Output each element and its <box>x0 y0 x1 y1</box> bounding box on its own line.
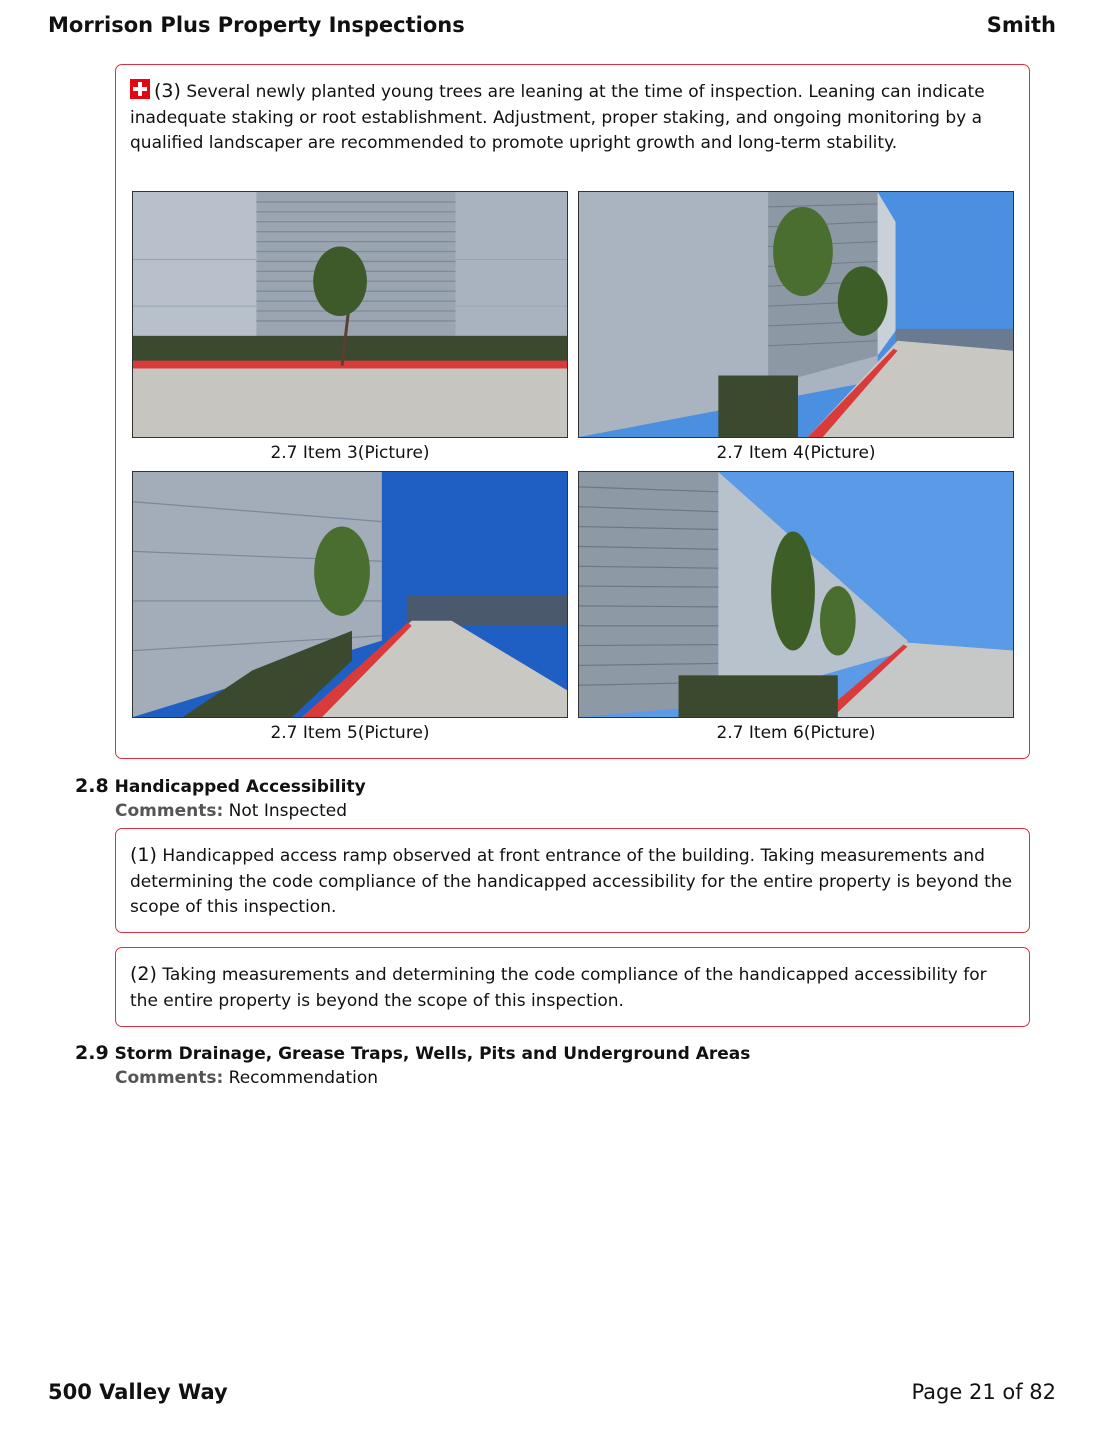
section-comments <box>115 801 347 821</box>
inspection-note-box <box>115 828 1030 933</box>
report-company-name: Morrison Plus Property Inspections <box>48 13 465 37</box>
comments-label: Comments: <box>115 1068 224 1088</box>
property-address: 500 Valley Way <box>48 1380 228 1404</box>
photo-caption: 2.7 Item 5(Picture) <box>270 723 430 743</box>
inspection-note-box <box>115 947 1030 1027</box>
note-number: (3) <box>154 80 181 102</box>
section-number: 2.9 <box>75 1042 109 1064</box>
inspection-photo[interactable] <box>132 191 568 438</box>
note-body: Handicapped access ramp observed at front entrance of the building. Taking measurements and determining the code compliance of the handicapped accessibility for the entire property is beyond the scope of this inspection. <box>130 846 1013 917</box>
note-number: (2) <box>130 963 157 985</box>
section-number: 2.8 <box>75 775 109 797</box>
inspection-photo[interactable] <box>132 471 568 718</box>
report-client-name: Smith <box>986 13 1056 37</box>
section-heading: Handicapped Accessibility <box>114 777 366 797</box>
inspection-photo[interactable] <box>578 471 1014 718</box>
comments-label: Comments: <box>115 801 224 821</box>
section-title <box>75 775 366 797</box>
photo-caption: 2.7 Item 4(Picture) <box>716 443 876 463</box>
section-comments <box>115 1068 378 1088</box>
inspection-note-text <box>130 79 1015 157</box>
inspection-note-box <box>115 64 1030 759</box>
comments-value: Not Inspected <box>228 801 348 821</box>
note-number: (1) <box>130 844 157 866</box>
note-body: Several newly planted young trees are leaning at the time of inspection. Leaning can indicate inadequate staking or root establishment. Adjustment, proper staking, and ongoing monitoring by a qualified landscaper are recommended to promote upright growth and long-term stability. <box>130 82 985 153</box>
comments-value: Recommendation <box>228 1068 379 1088</box>
section-title <box>75 1042 750 1064</box>
inspection-note-text <box>130 843 1015 921</box>
note-body: Taking measurements and determining the code compliance of the handicapped accessibility for the entire property is beyond the scope of this inspection. <box>130 965 987 1011</box>
photo-caption: 2.7 Item 6(Picture) <box>716 723 876 743</box>
section-heading: Storm Drainage, Grease Traps, Wells, Pits and Underground Areas <box>114 1044 751 1064</box>
swiss-flag-icon <box>130 79 150 99</box>
photo-caption: 2.7 Item 3(Picture) <box>270 443 430 463</box>
inspection-photo[interactable] <box>578 191 1014 438</box>
inspection-note-text <box>130 962 1015 1014</box>
page-number: Page 21 of 82 <box>911 1380 1056 1404</box>
